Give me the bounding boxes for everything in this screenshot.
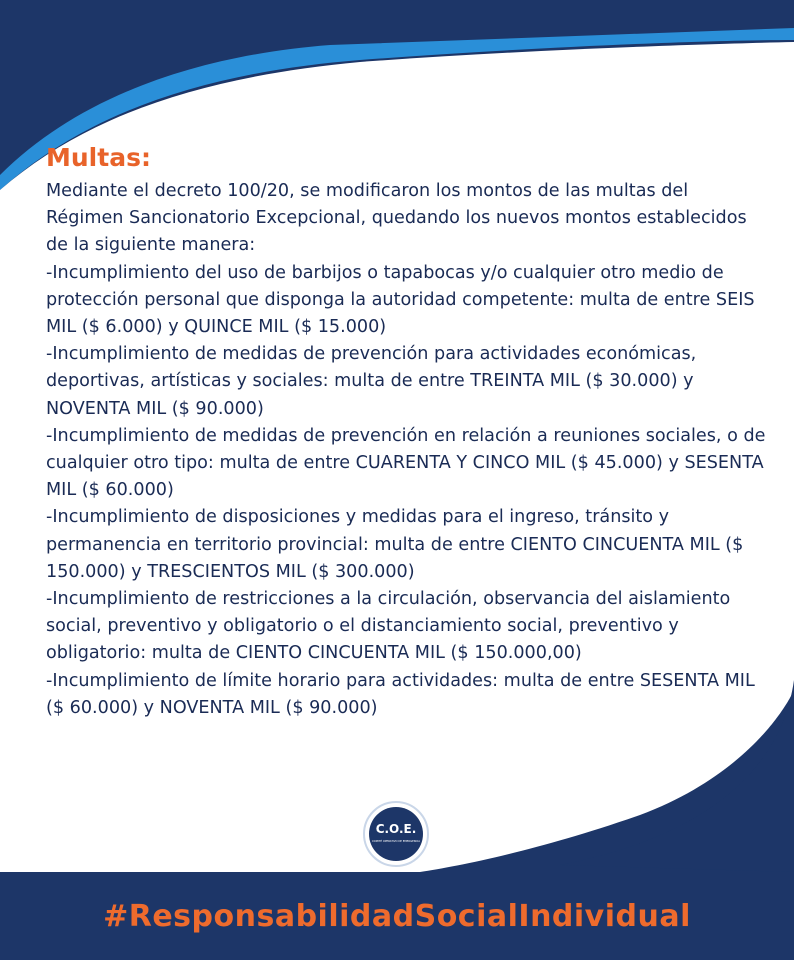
fine-item-activities: -Incumplimiento de medidas de prevención para actividades económicas, deportivas, artísticas y sociales: multa de entre TREINTA MIL ($ 30.000) y NOVENTA MIL ($ 90.000) [46,344,697,419]
fine-item-schedule: -Incumplimiento de límite horario para actividades: multa de entre SESENTA MIL ($ 60.000) y NOVENTA MIL ($ 90.000) [46,670,755,718]
fine-item-entry: -Incumplimiento de disposiciones y medidas para el ingreso, tránsito y permanencia en territorio provincial: multa de entre CIENTO CINCUENTA MIL ($ 150.000) y TRESCIENTOS MIL ($ 300.000) [46,507,744,582]
footer-hashtag: #ResponsabilidadSocialIndividual [103,898,691,934]
coe-logo [362,800,430,868]
fine-item-meetings: -Incumplimiento de medidas de prevención en relación a reuniones sociales, o de cualquier otro tipo: multa de entre CUARENTA Y CINCO MIL ($ 45.000) y SESENTA MIL ($ 60.000) [46,425,766,501]
logo-subtext: COMITÉ OPERATIVO DE EMERGENCIA [371,840,421,843]
logo-text: C.O.E. [375,822,417,836]
fine-item-circulation: -Incumplimiento de restricciones a la circulación, observancia del aislamiento social, preventivo y obligatorio o el distanciamiento social, preventivo y obligatorio: multa de CIENTO CINCUENTA MIL ($ 150.000,00) [46,589,731,664]
footer-bar [0,872,794,960]
intro-paragraph: Mediante el decreto 100/20, se modificaron los montos de las multas del Régimen Sancionatorio Excepcional, quedando los nuevos montos establecidos de la siguiente manera: [46,181,747,256]
fine-item-mask: -Incumplimiento del uso de barbijos o tapabocas y/o cualquier otro medio de protección personal que disponga la autoridad competente: multa de entre SEIS MIL ($ 6.000) y QUINCE MIL ($ 15.000) [46,262,755,338]
page-title: Multas: [46,143,151,172]
main-content [46,142,766,722]
